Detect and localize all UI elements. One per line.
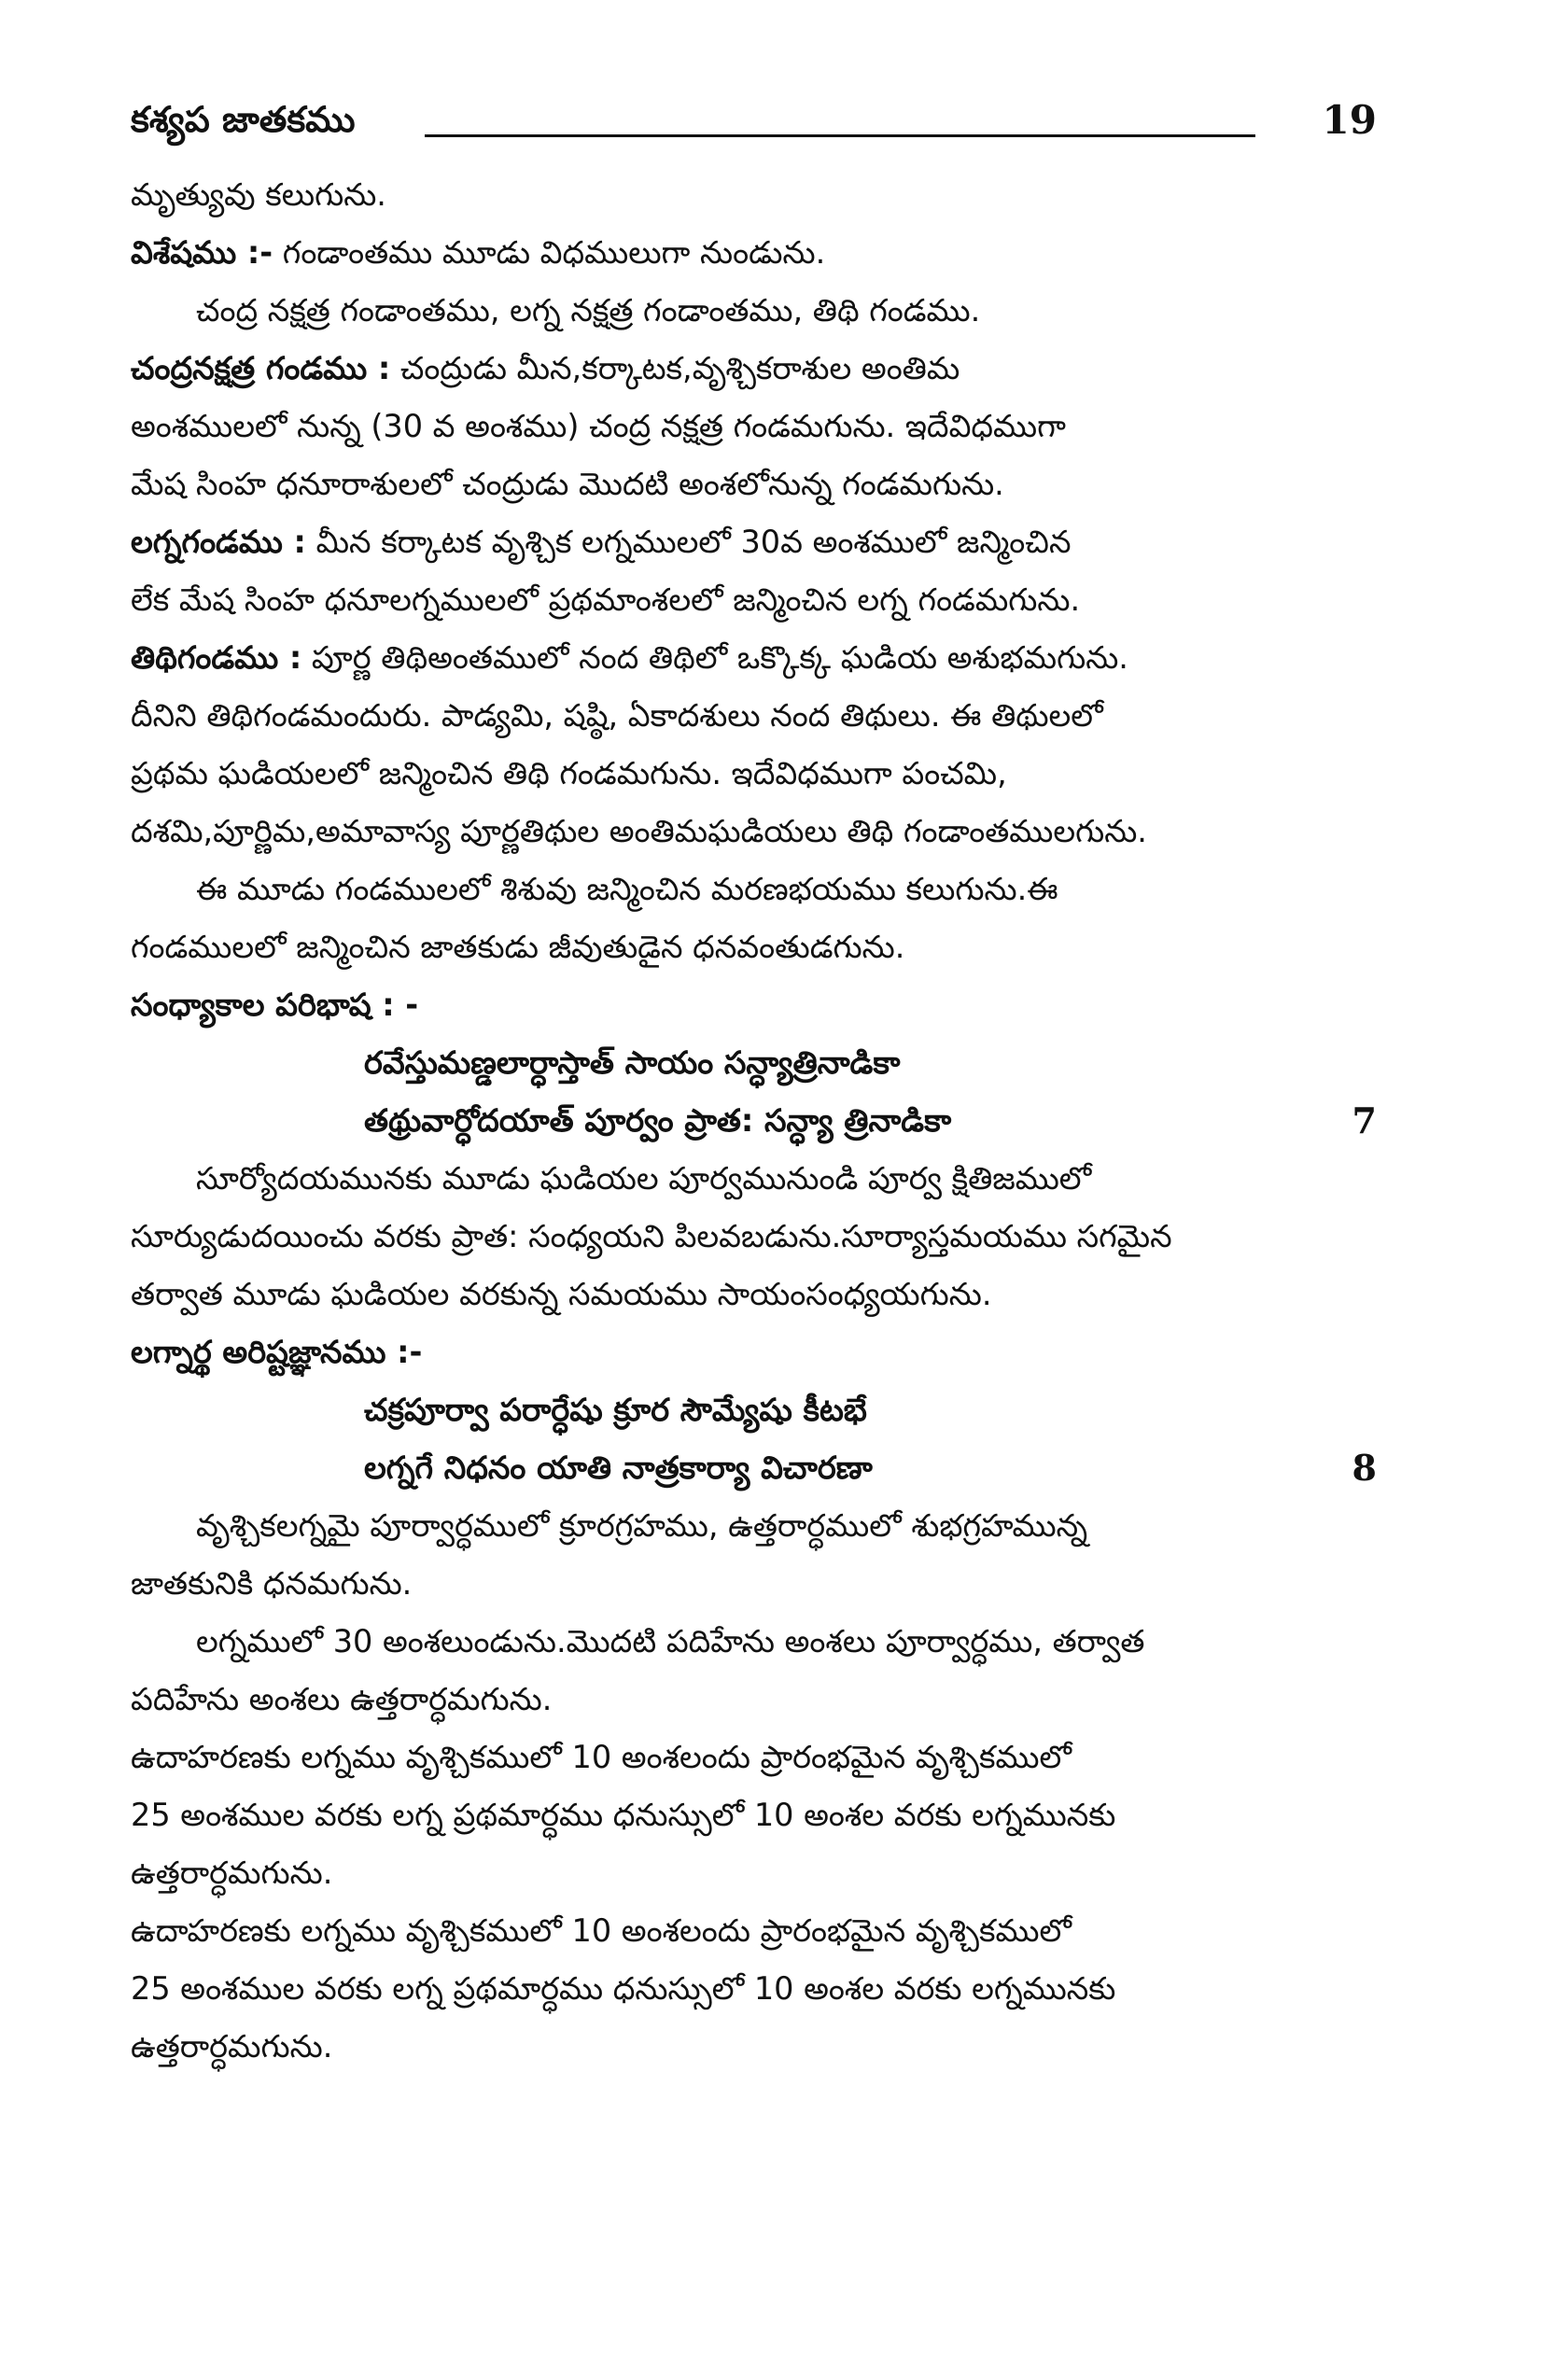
- section-heading: లగ్నగండము :: [131, 524, 306, 560]
- line-text: చంద్రుడు మీన,కర్కాటక,వృశ్చికరాశుల అంతిమ: [390, 350, 960, 386]
- text-line: జాతకునికి ధనమగును.: [131, 1565, 413, 1602]
- text-line: లేక మేష సింహ ధనూలగ్నములలో ప్రథమాంశలలో జన్మించిన లగ్న గండమగును.: [131, 581, 1081, 618]
- section-heading: చంద్రనక్షత్ర గండము :: [131, 350, 391, 386]
- verse-line: [131, 1092, 1386, 1150]
- text-line: మృత్యువు కలుగును.: [131, 176, 386, 213]
- text-line: [131, 340, 1386, 398]
- text-line: దశమి,పూర్ణిమ,అమావాస్య పూర్ణతిథుల అంతిమఘడియలు తిథి గండాంతములగును.: [131, 813, 1147, 849]
- text-line: గండములలో జన్మించిన జాతకుడు జీవుతుడైన ధనవంతుడగును.: [131, 929, 905, 965]
- line-text: గండాంతము మూడు విధములుగా నుండును.: [273, 234, 826, 271]
- verse-text: లగ్నగే నిధనం యాతి నాత్రకార్యా విచారణా: [364, 1449, 873, 1486]
- text-line: [131, 224, 1386, 282]
- verse-number: 7: [1352, 1099, 1377, 1141]
- text-line: దీనిని తిథిగండమందురు. పాడ్యమి, షష్ఠి, ఏకాదశులు నంద తిథులు. ఈ తిథులలో: [131, 697, 1103, 734]
- text-line: [131, 513, 1386, 571]
- text-line: పదిహేను అంశలు ఉత్తరార్ధమగును.: [131, 1681, 553, 1717]
- page-number: 19: [1322, 97, 1377, 143]
- line-text: పూర్ణ తిథిఅంతములో నంద తిథిలో ఒక్కొక్క ఘడియ అశుభమగును.: [301, 639, 1128, 676]
- section-heading: తిథిగండము :: [131, 639, 302, 676]
- verse-line: [131, 1034, 1386, 1092]
- text-line: లగ్నములో 30 అంశలుండును.మొదటి పదిహేను అంశలు పూర్వార్ధము, తర్వాత: [196, 1623, 1145, 1659]
- header-rule: [425, 134, 1255, 137]
- text-line: ప్రథమ ఘడియలలో జన్మించిన తిథి గండమగును. ఇదేవిధముగా పంచమి,: [131, 755, 1007, 791]
- text-line: 25 అంశముల వరకు లగ్న ప్రథమార్ధము ధనుస్సులో 10 అంశల వరకు లగ్నమునకు: [131, 1797, 1116, 1833]
- verse-line: [131, 1439, 1386, 1497]
- verse-line: [131, 1381, 1386, 1439]
- text-line: అంశములలో నున్న (30 వ అంశము) చంద్ర నక్షత్ర గండమగును. ఇదేవిధముగా: [131, 408, 1066, 444]
- text-line: ఈ మూడు గండములలో శిశువు జన్మించిన మరణభయము కలుగును.ఈ: [196, 871, 1058, 907]
- verse-text: తథ్రువార్ధోదయాత్ పూర్వం ప్రాత: సన్ధ్యా త్రినాడికా: [364, 1102, 952, 1139]
- text-line: వృశ్చికలగ్నమై పూర్వార్ధములో క్రూరగ్రహము, ఉత్తరార్ధములో శుభగ్రహమున్న: [196, 1507, 1088, 1544]
- text-line: ఉత్తరార్ధమగును.: [131, 2028, 333, 2065]
- running-header: [131, 93, 1386, 159]
- section-heading: సంధ్యాకాల పరిభాష : -: [131, 987, 419, 1023]
- verse-number: 8: [1352, 1447, 1377, 1489]
- section-heading: విశేషము :-: [131, 234, 273, 271]
- text-line: 25 అంశముల వరకు లగ్న ప్రథమార్ధము ధనుస్సులో 10 అంశల వరకు లగ్నమునకు: [131, 1970, 1116, 2007]
- text-line: ఉదాహరణకు లగ్నము వృశ్చికములో 10 అంశలందు ప్రారంభమైన వృశ్చికములో: [131, 1739, 1072, 1775]
- text-line: సూర్యోదయమునకు మూడు ఘడియల పూర్వమునుండి పూర్వ క్షితిజములో: [196, 1160, 1092, 1197]
- text-line: తర్వాత మూడు ఘడియల వరకున్న సమయము సాయంసంధ్యయగును.: [131, 1276, 992, 1312]
- text-line: చంద్ర నక్షత్ర గండాంతము, లగ్న నక్షత్ర గండాంతము, తిథి గండము.: [196, 292, 981, 329]
- line-text: మీన కర్కాటక వృశ్చిక లగ్నములలో 30వ అంశములో జన్మించిన: [305, 524, 1072, 560]
- text-line: మేష సింహ ధనూరాశులలో చంద్రుడు మొదటి అంశలోనున్న గండమగును.: [131, 466, 1004, 502]
- book-title: కశ్యప జాతకము: [131, 99, 356, 140]
- text-line: ఉత్తరార్ధమగును.: [131, 1855, 333, 1891]
- book-page: [131, 93, 1386, 2333]
- page-body: [131, 166, 1386, 2076]
- text-line: ఉదాహరణకు లగ్నము వృశ్చికములో 10 అంశలందు ప్రారంభమైన వృశ్చికములో: [131, 1912, 1072, 1949]
- text-line: సూర్యుడుదయించు వరకు ప్రాత: సంధ్యయని పిలవబడును.సూర్యాస్తమయము సగమైన: [131, 1218, 1172, 1254]
- verse-text: రవేస్తుమణ్డలార్ధాస్తాత్ సాయం సన్ధ్యాత్రినాడికా: [364, 1044, 901, 1081]
- section-heading: లగ్నార్థ అరిష్టజ్ఞానము :-: [131, 1334, 423, 1370]
- text-line: [131, 629, 1386, 687]
- verse-text: చక్రపూర్వా పరార్ధేషు క్రూర సౌమ్యేషు కీటభే: [364, 1392, 867, 1428]
